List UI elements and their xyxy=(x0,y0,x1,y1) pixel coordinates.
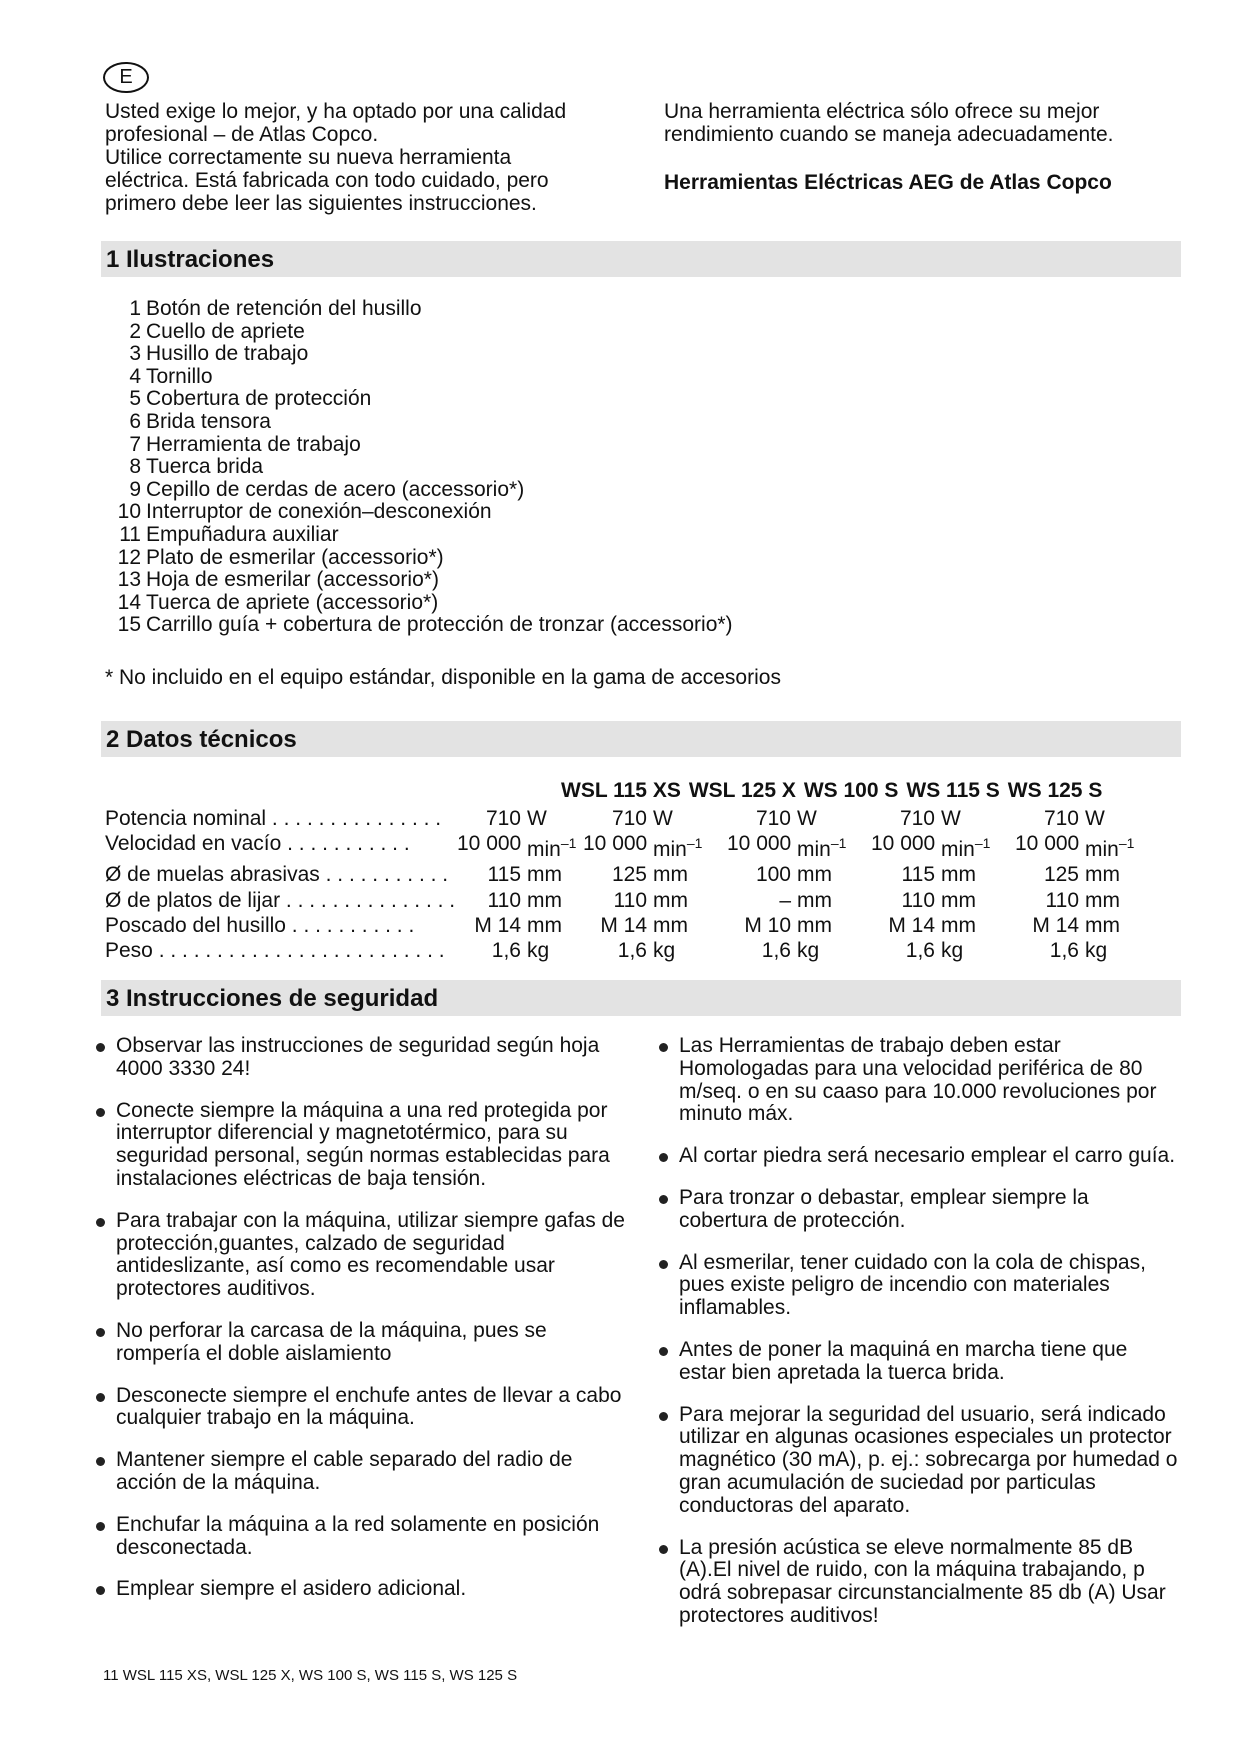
spec-value: 110 xyxy=(901,888,935,912)
spec-header-spacer xyxy=(105,778,457,806)
item-text: Carrillo guía + cobertura de protección de tronzar (accessorio*) xyxy=(146,613,733,637)
spec-unit: mm xyxy=(797,913,832,937)
spec-unit: $\min^{-1}$ xyxy=(1085,835,1135,862)
spec-value: M 14 xyxy=(1032,913,1079,937)
item-number: 14 xyxy=(117,590,141,614)
footnote: * No incluido en el equipo estándar, disponible en la gama de accesorios xyxy=(105,666,781,689)
spec-label: Velocidad en vacío . . . . . . . . . . . xyxy=(105,832,410,856)
bullet-icon xyxy=(96,1108,105,1117)
safety-text: Al esmerilar, tener cuidado con la cola de chispas, pues existe peligro de incendio con materiales inflamables. xyxy=(679,1250,1146,1320)
item-text: Interruptor de conexión–desconexión xyxy=(146,500,492,524)
spec-unit: mm xyxy=(653,913,688,937)
spec-cell xyxy=(583,938,727,963)
spec-value: 10 000 xyxy=(727,832,792,856)
spec-cell xyxy=(457,806,583,831)
section-heading-technical-data: 2 Datos técnicos xyxy=(101,721,1181,757)
spec-value: 115 xyxy=(901,863,935,887)
safety-item xyxy=(96,1385,636,1431)
item-number: 13 xyxy=(117,568,141,592)
list-item xyxy=(105,547,733,570)
spec-unit: W xyxy=(653,807,673,830)
safety-text: La presión acústica se eleve normalmente 85 dB (A).El nivel de ruido, con la máquina trabajando, p odrá sobrepasar circunstancialmente 85 db (A) Usar protectores auditivos! xyxy=(679,1535,1166,1627)
spec-value: 115 xyxy=(487,863,521,887)
intro-line: Utilice correctamente su nueva herramienta xyxy=(105,146,512,169)
spec-cell xyxy=(727,831,871,862)
safety-text: Mantener siempre el cable separado del radio de acción de la máquina. xyxy=(116,1448,573,1494)
intro-left xyxy=(105,100,645,215)
bullet-icon xyxy=(96,1043,105,1052)
spec-value: 1,6 xyxy=(617,939,647,963)
bullet-icon xyxy=(96,1393,105,1402)
list-item xyxy=(105,569,733,592)
item-number: 4 xyxy=(129,364,141,388)
intro-line: Usted exige lo mejor, y ha optado por una calidad xyxy=(105,100,567,123)
safety-item xyxy=(96,1100,636,1191)
safety-text: Desconecte siempre el enchufe antes de llevar a cabo cualquier trabajo en la máquina. xyxy=(116,1383,622,1430)
list-item xyxy=(105,298,733,321)
spec-unit-exponent: –1 xyxy=(1118,835,1135,852)
list-item xyxy=(105,479,733,502)
bullet-icon xyxy=(96,1586,105,1595)
spec-cell xyxy=(727,938,871,963)
safety-item xyxy=(659,1252,1179,1320)
spec-unit: mm xyxy=(527,863,562,887)
spec-unit: kg xyxy=(941,939,964,963)
spec-cell xyxy=(1015,806,1159,831)
item-number: 15 xyxy=(117,613,141,637)
item-number: 9 xyxy=(129,477,141,501)
safety-item xyxy=(96,1035,636,1081)
spec-model-header: WSL 115 XS xyxy=(561,779,681,802)
spec-unit: mm xyxy=(797,863,832,887)
spec-value: M 14 xyxy=(600,913,647,937)
spec-cell xyxy=(871,806,1015,831)
intro-right xyxy=(664,100,1204,194)
spec-value: 10 000 xyxy=(1015,832,1080,856)
safety-text: Enchufar la máquina a la red solamente en posición desconectada. xyxy=(116,1512,600,1559)
spec-row xyxy=(105,862,1159,887)
list-item xyxy=(105,366,733,389)
safety-item xyxy=(96,1449,636,1495)
safety-item xyxy=(659,1035,1179,1126)
item-number: 5 xyxy=(129,387,141,411)
spec-unit: mm xyxy=(653,863,688,887)
bullet-icon xyxy=(96,1328,105,1337)
spec-value: 1,6 xyxy=(491,939,521,963)
item-number: 1 xyxy=(129,297,141,320)
spec-table xyxy=(105,778,1159,963)
spec-cell xyxy=(871,862,1015,887)
spec-value: 1,6 xyxy=(1049,939,1079,963)
bullet-icon xyxy=(659,1412,668,1421)
spec-row xyxy=(105,938,1159,963)
spec-unit-exponent: –1 xyxy=(830,835,847,852)
safety-item xyxy=(659,1404,1179,1518)
spec-cell xyxy=(1015,938,1159,963)
list-item xyxy=(105,456,733,479)
spec-cell xyxy=(457,862,583,887)
safety-text: Para trabajar con la máquina, utilizar siempre gafas de protección,guantes, calzado de seguridad antideslizante, así como es recomendable usar protectores auditivos. xyxy=(116,1208,625,1301)
spec-unit: kg xyxy=(797,939,820,963)
safety-item xyxy=(659,1339,1179,1385)
illustrations-list xyxy=(105,298,733,637)
safety-text: Para tronzar o debastar, emplear siempre la cobertura de protección. xyxy=(679,1185,1089,1232)
spec-unit: $\min^{-1}$ xyxy=(797,835,847,862)
bullet-icon xyxy=(96,1457,105,1466)
safety-item xyxy=(96,1514,636,1560)
spec-unit: $\min^{-1}$ xyxy=(941,835,991,862)
intro-line: Una herramienta eléctrica sólo ofrece su mejor xyxy=(664,100,1100,123)
spec-model-header: WS 115 S xyxy=(906,779,1000,802)
spec-cell xyxy=(583,831,727,862)
item-text: Cepillo de cerdas de acero (accessorio*) xyxy=(146,477,525,501)
spec-unit: W xyxy=(527,807,547,830)
safety-item xyxy=(96,1210,636,1301)
item-number: 12 xyxy=(117,545,141,569)
item-text: Botón de retención del husillo xyxy=(146,297,422,320)
bullet-icon xyxy=(659,1195,668,1204)
spec-unit: W xyxy=(941,807,961,830)
spec-unit: mm xyxy=(797,888,832,912)
item-number: 8 xyxy=(129,455,141,479)
spec-value: 1,6 xyxy=(905,939,935,963)
list-item xyxy=(105,434,733,457)
spec-value: 710 xyxy=(1043,807,1079,830)
spec-cell xyxy=(457,938,583,963)
item-text: Empuñadura auxiliar xyxy=(146,522,339,546)
item-text: Hoja de esmerilar (accessorio*) xyxy=(146,568,439,592)
spec-value: 110 xyxy=(1045,888,1079,912)
list-item xyxy=(105,411,733,434)
spec-value: 125 xyxy=(1043,863,1079,887)
spec-model-header: WS 125 S xyxy=(1007,779,1103,802)
list-item xyxy=(105,614,733,637)
spec-value: 110 xyxy=(613,888,647,912)
safety-text: Antes de poner la maquiná en marcha tiene que estar bien apretada la tuerca brida. xyxy=(679,1337,1128,1384)
spec-label: Poscado del husillo . . . . . . . . . . . xyxy=(105,913,415,937)
spec-model-header: WSL 125 X xyxy=(688,779,796,802)
spec-cell xyxy=(1015,888,1159,913)
bullet-icon xyxy=(96,1218,105,1227)
spec-cell xyxy=(727,862,871,887)
spec-cell xyxy=(871,938,1015,963)
item-text: Tornillo xyxy=(146,364,213,388)
list-item xyxy=(105,343,733,366)
bullet-icon xyxy=(659,1260,668,1269)
intro-line: profesional – de Atlas Copco. xyxy=(105,123,379,146)
spec-cell xyxy=(727,913,871,938)
spec-cell xyxy=(583,888,727,913)
list-item xyxy=(105,321,733,344)
spec-unit: kg xyxy=(1085,939,1108,963)
spec-row xyxy=(105,806,1159,831)
spec-value: M 10 xyxy=(744,913,791,937)
item-text: Cobertura de protección xyxy=(146,387,372,411)
spec-value: 710 xyxy=(899,807,935,830)
spec-row xyxy=(105,913,1159,938)
spec-cell xyxy=(871,831,1015,862)
page-footer: 11 WSL 115 XS, WSL 125 X, WS 100 S, WS 115 S, WS 125 S xyxy=(103,1667,518,1684)
spec-cell xyxy=(1015,862,1159,887)
spec-value: 710 xyxy=(611,807,647,830)
section-heading-illustrations: 1 Ilustraciones xyxy=(101,241,1181,277)
safety-text: Observar las instrucciones de seguridad según hoja 4000 3330 24! xyxy=(116,1034,600,1080)
item-text: Husillo de trabajo xyxy=(146,342,309,366)
spec-unit-exponent: –1 xyxy=(686,835,703,852)
item-number: 2 xyxy=(129,319,141,343)
spec-cell xyxy=(727,806,871,831)
spec-unit: kg xyxy=(527,939,550,963)
item-text: Tuerca de apriete (accessorio*) xyxy=(146,590,439,614)
safety-text: Al cortar piedra será necesario emplear el carro guía. xyxy=(679,1144,1176,1168)
safety-text: Conecte siempre la máquina a una red protegida por interruptor diferencial y magnetotérmico, para su seguridad personal, según normas establecidas para instalaciones eléctricas de baja tensión. xyxy=(116,1098,610,1190)
list-item xyxy=(105,592,733,615)
spec-value: – xyxy=(779,888,791,912)
spec-cell xyxy=(457,913,583,938)
spec-value: 110 xyxy=(487,888,521,912)
intro-line: eléctrica. Está fabricada con todo cuidado, pero xyxy=(105,169,549,192)
item-number: 7 xyxy=(129,432,141,456)
bullet-icon xyxy=(659,1153,668,1162)
spec-value: 10 000 xyxy=(871,832,936,856)
bullet-icon xyxy=(96,1522,105,1531)
item-number: 6 xyxy=(129,409,141,433)
safety-text: Para mejorar la seguridad del usuario, será indicado utilizar en algunas ocasiones especiales un protector magnético (30 mA), p. ej.: sobrecarga por humedad o gran acumulación de suciedad por particulas conductoras del aparato. xyxy=(679,1402,1178,1517)
spec-value: 100 xyxy=(755,863,791,887)
spec-cell xyxy=(871,913,1015,938)
safety-item xyxy=(659,1187,1179,1233)
safety-item xyxy=(659,1145,1179,1168)
spec-unit: mm xyxy=(1085,913,1120,937)
safety-list-left xyxy=(96,1035,636,1620)
bullet-icon xyxy=(659,1347,668,1356)
spec-unit-exponent: –1 xyxy=(974,835,991,852)
bullet-icon xyxy=(659,1545,668,1554)
spec-header-row xyxy=(105,778,1159,806)
intro-line: primero debe leer las siguientes instrucciones. xyxy=(105,192,537,215)
spec-unit: mm xyxy=(1085,888,1120,912)
safety-text: Las Herramientas de trabajo deben estar Homologadas para una velocidad periférica de 80 m/seq. o en su caaso para 10.000 revoluciones por minuto máx. xyxy=(679,1034,1157,1126)
spec-models xyxy=(457,778,1110,806)
spec-unit: mm xyxy=(941,888,976,912)
list-item xyxy=(105,388,733,411)
spec-unit: $\min^{-1}$ xyxy=(527,835,577,862)
spec-unit: mm xyxy=(527,888,562,912)
language-badge: E xyxy=(103,62,149,93)
spec-value: 710 xyxy=(485,807,521,830)
item-text: Herramienta de trabajo xyxy=(146,432,361,456)
spec-value: 710 xyxy=(755,807,791,830)
spec-unit: W xyxy=(797,807,817,830)
item-text: Plato de esmerilar (accessorio*) xyxy=(146,545,444,569)
item-text: Brida tensora xyxy=(146,409,271,433)
spec-label: Ø de muelas abrasivas . . . . . . . . . . . xyxy=(105,863,449,887)
spec-label: Ø de platos de lijar . . . . . . . . . . . . . . . xyxy=(105,888,456,912)
item-text: Tuerca brida xyxy=(146,455,264,479)
spec-cell xyxy=(583,862,727,887)
spec-value: 10 000 xyxy=(457,832,522,856)
safety-item xyxy=(96,1578,636,1601)
spec-value: 10 000 xyxy=(583,832,648,856)
spec-cell xyxy=(583,913,727,938)
spec-cell xyxy=(457,831,583,862)
spec-unit: mm xyxy=(653,888,688,912)
spec-label: Potencia nominal . . . . . . . . . . . . . . . xyxy=(105,807,442,830)
spec-value: 125 xyxy=(611,863,647,887)
list-item xyxy=(105,524,733,547)
spec-unit: kg xyxy=(653,939,676,963)
item-number: 10 xyxy=(117,500,141,524)
safety-text: Emplear siempre el asidero adicional. xyxy=(116,1577,467,1601)
spec-value: M 14 xyxy=(888,913,935,937)
spec-unit: mm xyxy=(527,913,562,937)
safety-item xyxy=(659,1537,1179,1628)
spec-label: Peso . . . . . . . . . . . . . . . . . . . . . . . . . xyxy=(105,939,445,963)
spec-cell xyxy=(727,888,871,913)
spec-unit: W xyxy=(1085,807,1105,830)
spec-row xyxy=(105,831,1159,862)
spec-unit: $\min^{-1}$ xyxy=(653,835,703,862)
safety-list-right xyxy=(659,1035,1179,1647)
bullet-icon xyxy=(659,1043,668,1052)
spec-cell xyxy=(457,888,583,913)
spec-unit-exponent: –1 xyxy=(560,835,577,852)
spec-cell xyxy=(1015,913,1159,938)
spec-value: 1,6 xyxy=(761,939,791,963)
spec-unit: mm xyxy=(941,913,976,937)
section-heading-safety: 3 Instrucciones de seguridad xyxy=(101,980,1181,1016)
spec-unit: mm xyxy=(1085,863,1120,887)
brand-line: Herramientas Eléctricas AEG de Atlas Copco xyxy=(664,171,1112,194)
intro-line: rendimiento cuando se maneja adecuadamente. xyxy=(664,123,1114,146)
spec-cell xyxy=(1015,831,1159,862)
item-text: Cuello de apriete xyxy=(146,319,305,343)
list-item xyxy=(105,501,733,524)
spec-row xyxy=(105,888,1159,913)
spec-value: M 14 xyxy=(474,913,521,937)
spec-model-header: WS 100 S xyxy=(803,779,899,802)
spec-cell xyxy=(583,806,727,831)
spec-unit: mm xyxy=(941,863,976,887)
item-number: 3 xyxy=(129,342,141,366)
safety-text: No perforar la carcasa de la máquina, pues se rompería el doble aislamiento xyxy=(116,1318,547,1365)
safety-item xyxy=(96,1320,636,1366)
spec-cell xyxy=(871,888,1015,913)
spec-rows xyxy=(105,806,1159,963)
item-number: 11 xyxy=(119,522,141,546)
